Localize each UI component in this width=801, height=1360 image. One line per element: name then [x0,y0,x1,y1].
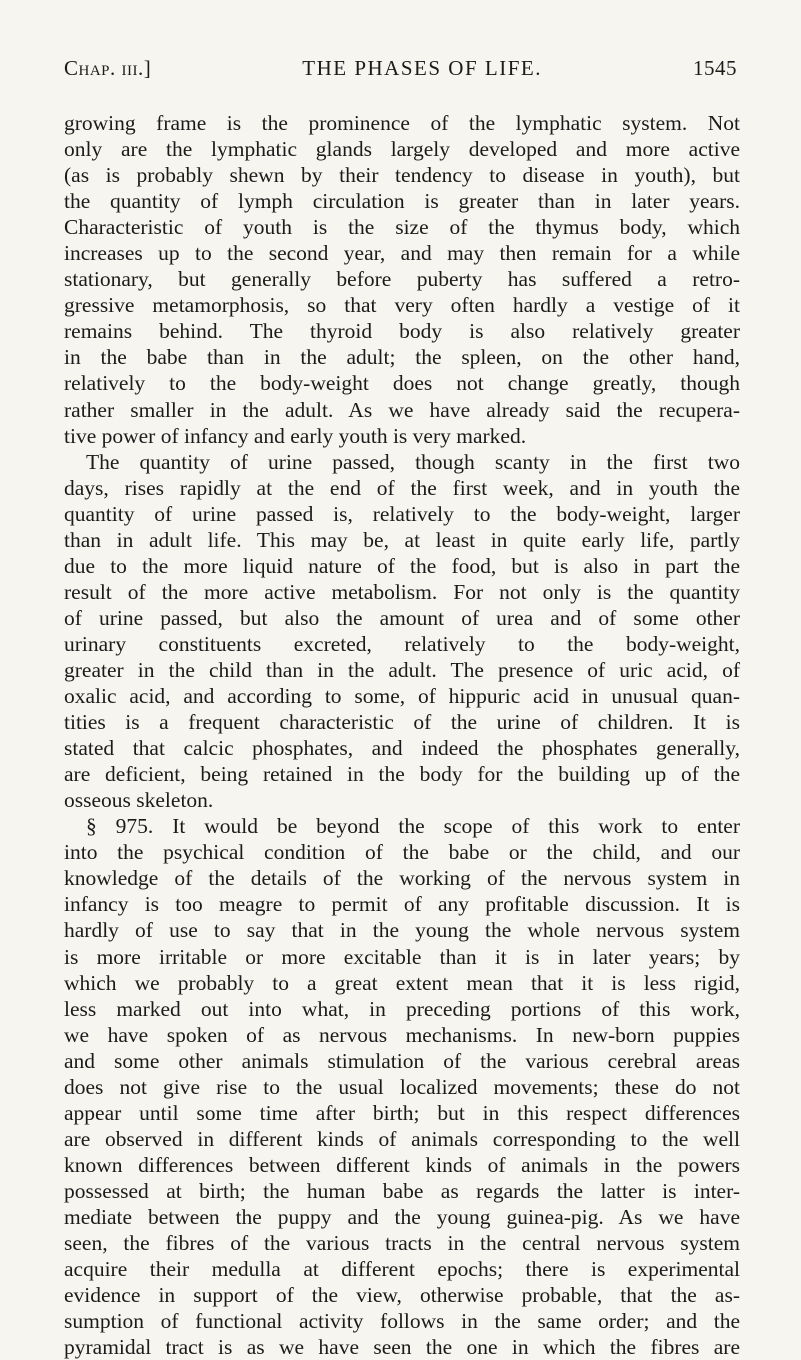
text-line: hardly of use to say that in the young the whole nervous system [64,918,740,943]
text-line: knowledge of the details of the working of the nervous system in [64,866,740,891]
running-header [64,56,737,86]
text-line: result of the more active metabolism. For not only is the quantity [64,579,740,604]
text-line: due to the more liquid nature of the food, but is also in part the [64,553,740,578]
text-line: rather smaller in the adult. As we have already said the recupera- [64,397,740,422]
body-text [64,110,740,1360]
page-number: 1545 [692,56,737,80]
text-line: The quantity of urine passed, though scanty in the first two [86,449,740,474]
text-line: tities is a frequent characteristic of the urine of children. It is [64,710,740,735]
text-line: in the babe than in the adult; the spleen, on the other hand, [64,345,740,370]
text-line: (as is probably shewn by their tendency to disease in youth), but [64,163,740,188]
text-line: infancy is too meagre to permit of any profitable discussion. It is [64,892,740,917]
text-line: urinary constituents excreted, relatively to the body-weight, [64,631,740,656]
text-line: oxalic acid, and according to some, of hippuric acid in unusual quan- [64,684,740,709]
text-line: into the psychical condition of the babe or the child, and our [64,840,740,865]
text-line: which we probably to a great extent mean that it is less rigid, [64,970,740,995]
text-line: relatively to the body-weight does not change greatly, though [64,371,740,396]
text-line: we have spoken of as nervous mechanisms. In new-born puppies [64,1022,740,1047]
text-line: mediate between the puppy and the young guinea-pig. As we have [64,1204,740,1229]
text-line: less marked out into what, in preceding portions of this work, [64,996,740,1021]
text-line: possessed at birth; the human babe as regards the latter is inter- [64,1178,740,1203]
text-line: growing frame is the prominence of the lymphatic system. Not [64,111,740,135]
chapter-label: Chap. iii.] [64,56,152,80]
text-line: remains behind. The thyroid body is also relatively greater [64,319,740,344]
text-line: Characteristic of youth is the size of the thymus body, which [64,215,740,240]
text-line: increases up to the second year, and may then remain for a while [64,241,740,266]
text-line: sumption of functional activity follows in the same order; and the [64,1309,740,1334]
text-line: evidence in support of the view, otherwise probable, that the as- [64,1283,740,1308]
text-line: are observed in different kinds of animals corresponding to the well [64,1126,740,1151]
text-line: appear until some time after birth; but in this respect differences [64,1100,740,1125]
text-line: quantity of urine passed is, relatively to the body-weight, larger [64,501,740,526]
text-line: stationary, but generally before puberty has suffered a retro- [64,267,740,292]
text-line: is more irritable or more excitable than it is in later years; by [64,944,740,969]
text-line: greater in the child than in the adult. The presence of uric acid, of [64,657,740,682]
text-line: days, rises rapidly at the end of the first week, and in youth the [64,475,740,500]
text-line: known differences between different kinds of animals in the powers [64,1152,740,1177]
text-line: does not give rise to the usual localized movements; these do not [64,1074,740,1099]
text-line: stated that calcic phosphates, and indeed the phosphates generally, [64,736,740,761]
text-line: acquire their medulla at different epochs; there is experimental [64,1257,740,1282]
text-line: the quantity of lymph circulation is greater than in later years. [64,189,740,214]
text-line: pyramidal tract is as we have seen the one in which the fibres are [64,1335,740,1360]
text-line: gressive metamorphosis, so that very often hardly a vestige of it [64,293,740,318]
text-line: tive power of infancy and early youth is very marked. [64,423,527,448]
text-line: and some other animals stimulation of the various cerebral areas [64,1048,740,1073]
running-title: THE PHASES OF LIFE. [302,56,542,80]
text-line: § 975. It would be beyond the scope of this work to enter [86,814,740,839]
text-line: osseous skeleton. [64,788,214,813]
text-line: are deficient, being retained in the body for the building up of the [64,762,740,787]
text-line: only are the lymphatic glands largely developed and more active [64,137,740,162]
text-line: seen, the fibres of the various tracts in the central nervous system [64,1231,740,1256]
text-line: than in adult life. This may be, at least in quite early life, partly [64,527,740,552]
text-line: of urine passed, but also the amount of urea and of some other [64,605,740,630]
